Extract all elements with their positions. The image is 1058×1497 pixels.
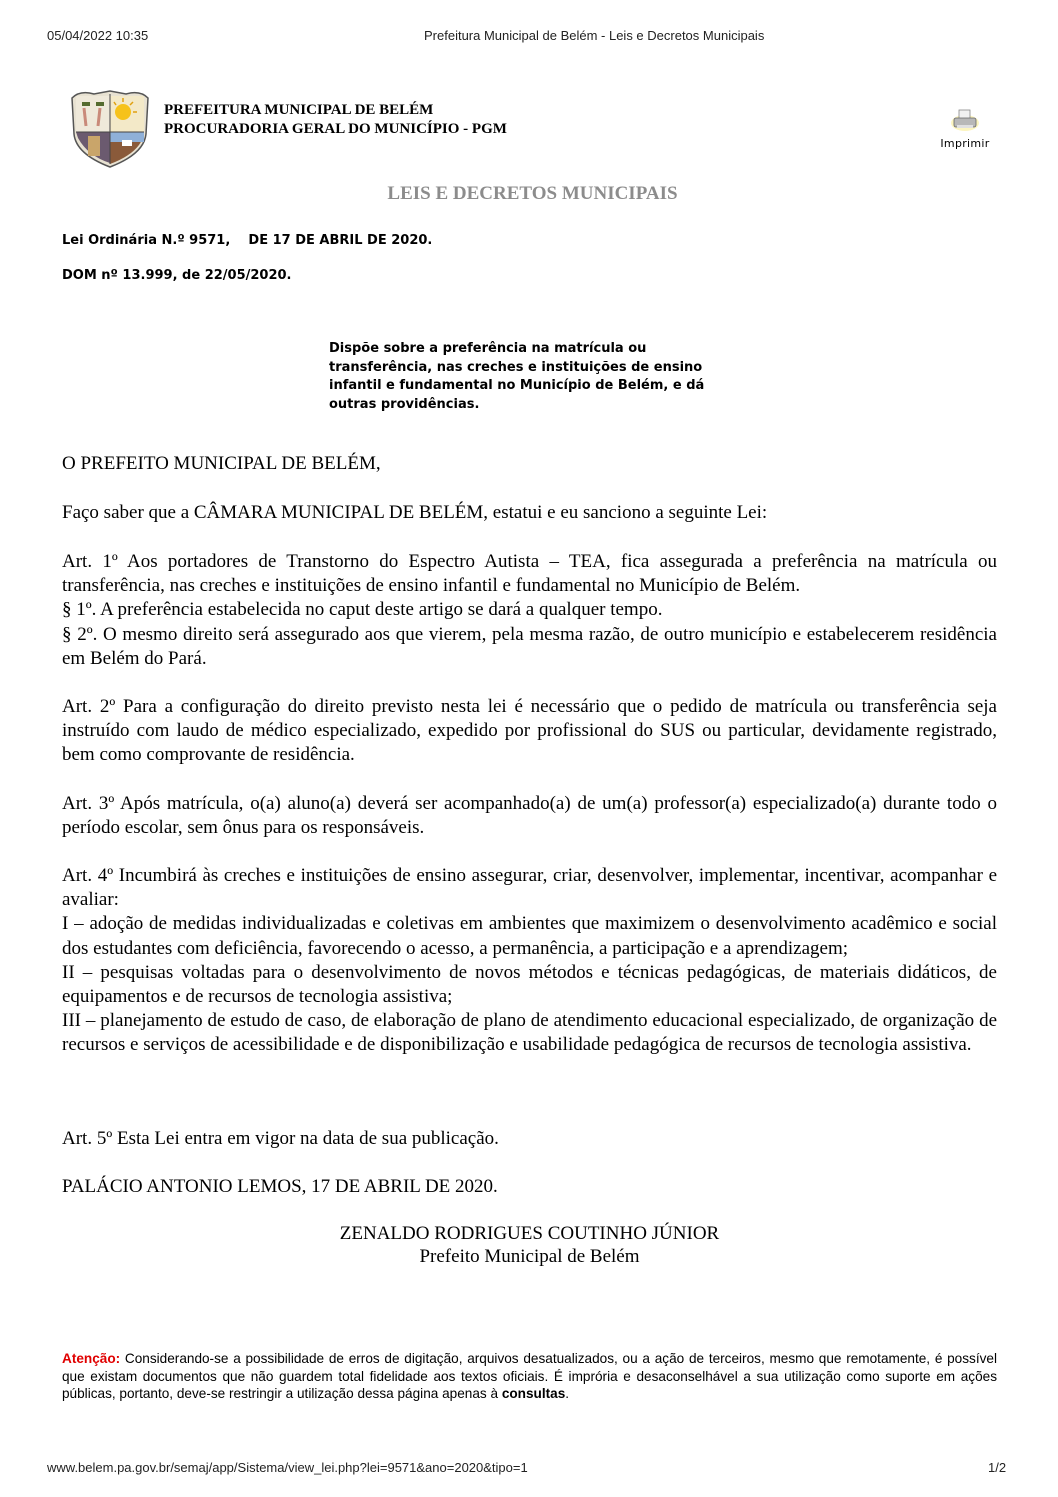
notice-text: Considerando-se a possibilidade de erros de digitação, arquivos desatualizados, ou a ação de terceiros, mesmo que remotamente, é possível que existam documentos que não guardem total fidelidade aos textos oficiais. É imprória e desaconselhável a sua utilização como suporte em ações públicas, portanto, deve-se restringir a utilização dessa página apenas à bbox=[62, 1351, 997, 1401]
article-5 bbox=[62, 1127, 997, 1151]
org-line-2: PROCURADORIA GERAL DO MUNICÍPIO - PGM bbox=[164, 121, 507, 137]
article-4-item-i: I – adoção de medidas individualizadas e coletivas em ambientes que maximizem o desenvolvimento acadêmico e social dos estudantes com deficiência, favorecendo o acesso, a permanência, a participação e a aprendizagem; bbox=[62, 913, 997, 959]
article-4 bbox=[62, 864, 997, 1058]
article-1-caput: Art. 1º Aos portadores de Transtorno do Espectro Autista – TEA, fica assegurada a preferência na matrícula ou transferência, nas creches e instituições de ensino infantil e fundamental no Município de Belém. bbox=[62, 551, 997, 597]
signatory-name: ZENALDO RODRIGUES COUTINHO JÚNIOR bbox=[339, 1223, 720, 1244]
article-3 bbox=[62, 792, 997, 840]
place-date bbox=[62, 1175, 997, 1199]
printer-icon bbox=[950, 108, 980, 132]
article-4-caput: Art. 4º Incumbirá às creches e instituições de ensino assegurar, criar, desenvolver, implementar, incentivar, acompanhar e avaliar: bbox=[62, 865, 997, 911]
signature-block bbox=[62, 1222, 997, 1268]
print-datetime: 05/04/2022 10:35 bbox=[47, 28, 149, 43]
print-button[interactable] bbox=[933, 108, 997, 150]
article-1-paragraph-1: § 1º. A preferência estabelecida no caput deste artigo se dará a qualquer tempo. bbox=[62, 599, 663, 621]
article-3-text: Art. 3º Após matrícula, o(a) aluno(a) deverá ser acompanhado(a) de um(a) professor(a) especializado(a) durante todo o período escolar, sem ônus para os responsáveis. bbox=[62, 793, 997, 839]
notice-label: Atenção: bbox=[62, 1351, 121, 1366]
article-1-paragraph-2: § 2º. O mesmo direito será assegurado aos que vierem, pela mesma razão, de outro município e estabelecerem residência em Belém do Pará. bbox=[62, 623, 997, 669]
enactment bbox=[62, 501, 997, 525]
enactment-text: Faço saber que a CÂMARA MUNICIPAL DE BELÉM, estatui e eu sanciono a seguinte Lei: bbox=[62, 502, 768, 523]
print-page-title: Prefeitura Municipal de Belém - Leis e Decretos Municipais bbox=[424, 28, 765, 43]
print-url: www.belem.pa.gov.br/semaj/app/Sistema/view_lei.php?lei=9571&ano=2020&tipo=1 bbox=[47, 1460, 528, 1475]
article-5-text: Art. 5º Esta Lei entra em vigor na data de sua publicação. bbox=[62, 1128, 499, 1149]
notice-end: . bbox=[565, 1386, 570, 1401]
law-number: Lei Ordinária N.º 9571, DE 17 DE ABRIL DE 2020. bbox=[62, 233, 433, 248]
opening bbox=[62, 452, 997, 476]
article-2-text: Art. 2º Para a configuração do direito previsto nesta lei é necessário que o pedido de matrícula ou transferência seja instruído com laudo de médico especializado, expedido por profissional do SUS ou particular, devidamente registrado, bem como comprovante de residência. bbox=[62, 696, 997, 766]
belem-coat-of-arms-logo bbox=[68, 88, 152, 168]
article-1 bbox=[62, 550, 997, 671]
section-title: LEIS E DECRETOS MUNICIPAIS bbox=[387, 183, 678, 204]
disclaimer-notice bbox=[62, 1350, 997, 1403]
print-button-label: Imprimir bbox=[940, 137, 990, 150]
place-date-text: PALÁCIO ANTONIO LEMOS, 17 DE ABRIL DE 2020. bbox=[62, 1176, 498, 1197]
law-summary: Dispõe sobre a preferência na matrícula ou transferência, nas creches e instituições de ensino infantil e fundamental no Município de Belém, e dá outras providências. bbox=[329, 341, 705, 412]
opening-text: O PREFEITO MUNICIPAL DE BELÉM, bbox=[62, 453, 381, 474]
article-4-item-iii: III – planejamento de estudo de caso, de elaboração de plano de atendimento educacional especializado, de organização de recursos e serviços de acessibilidade e de disponibilização e usabilidade pedagógica de recursos de tecnologia assistiva. bbox=[62, 1010, 997, 1056]
article-4-item-ii: II – pesquisas voltadas para o desenvolvimento de novos métodos e técnicas pedagógicas, de materiais didáticos, de equipamentos e de recursos de tecnologia assistiva; bbox=[62, 961, 997, 1008]
signatory-title: Prefeito Municipal de Belém bbox=[419, 1246, 640, 1267]
notice-bold-word: consultas bbox=[501, 1386, 566, 1401]
article-2 bbox=[62, 695, 997, 768]
org-line-1: PREFEITURA MUNICIPAL DE BELÉM bbox=[164, 102, 434, 118]
organization-name bbox=[164, 101, 507, 139]
dom-publication: DOM nº 13.999, de 22/05/2020. bbox=[62, 268, 292, 283]
print-page-number: 1/2 bbox=[988, 1460, 1007, 1475]
